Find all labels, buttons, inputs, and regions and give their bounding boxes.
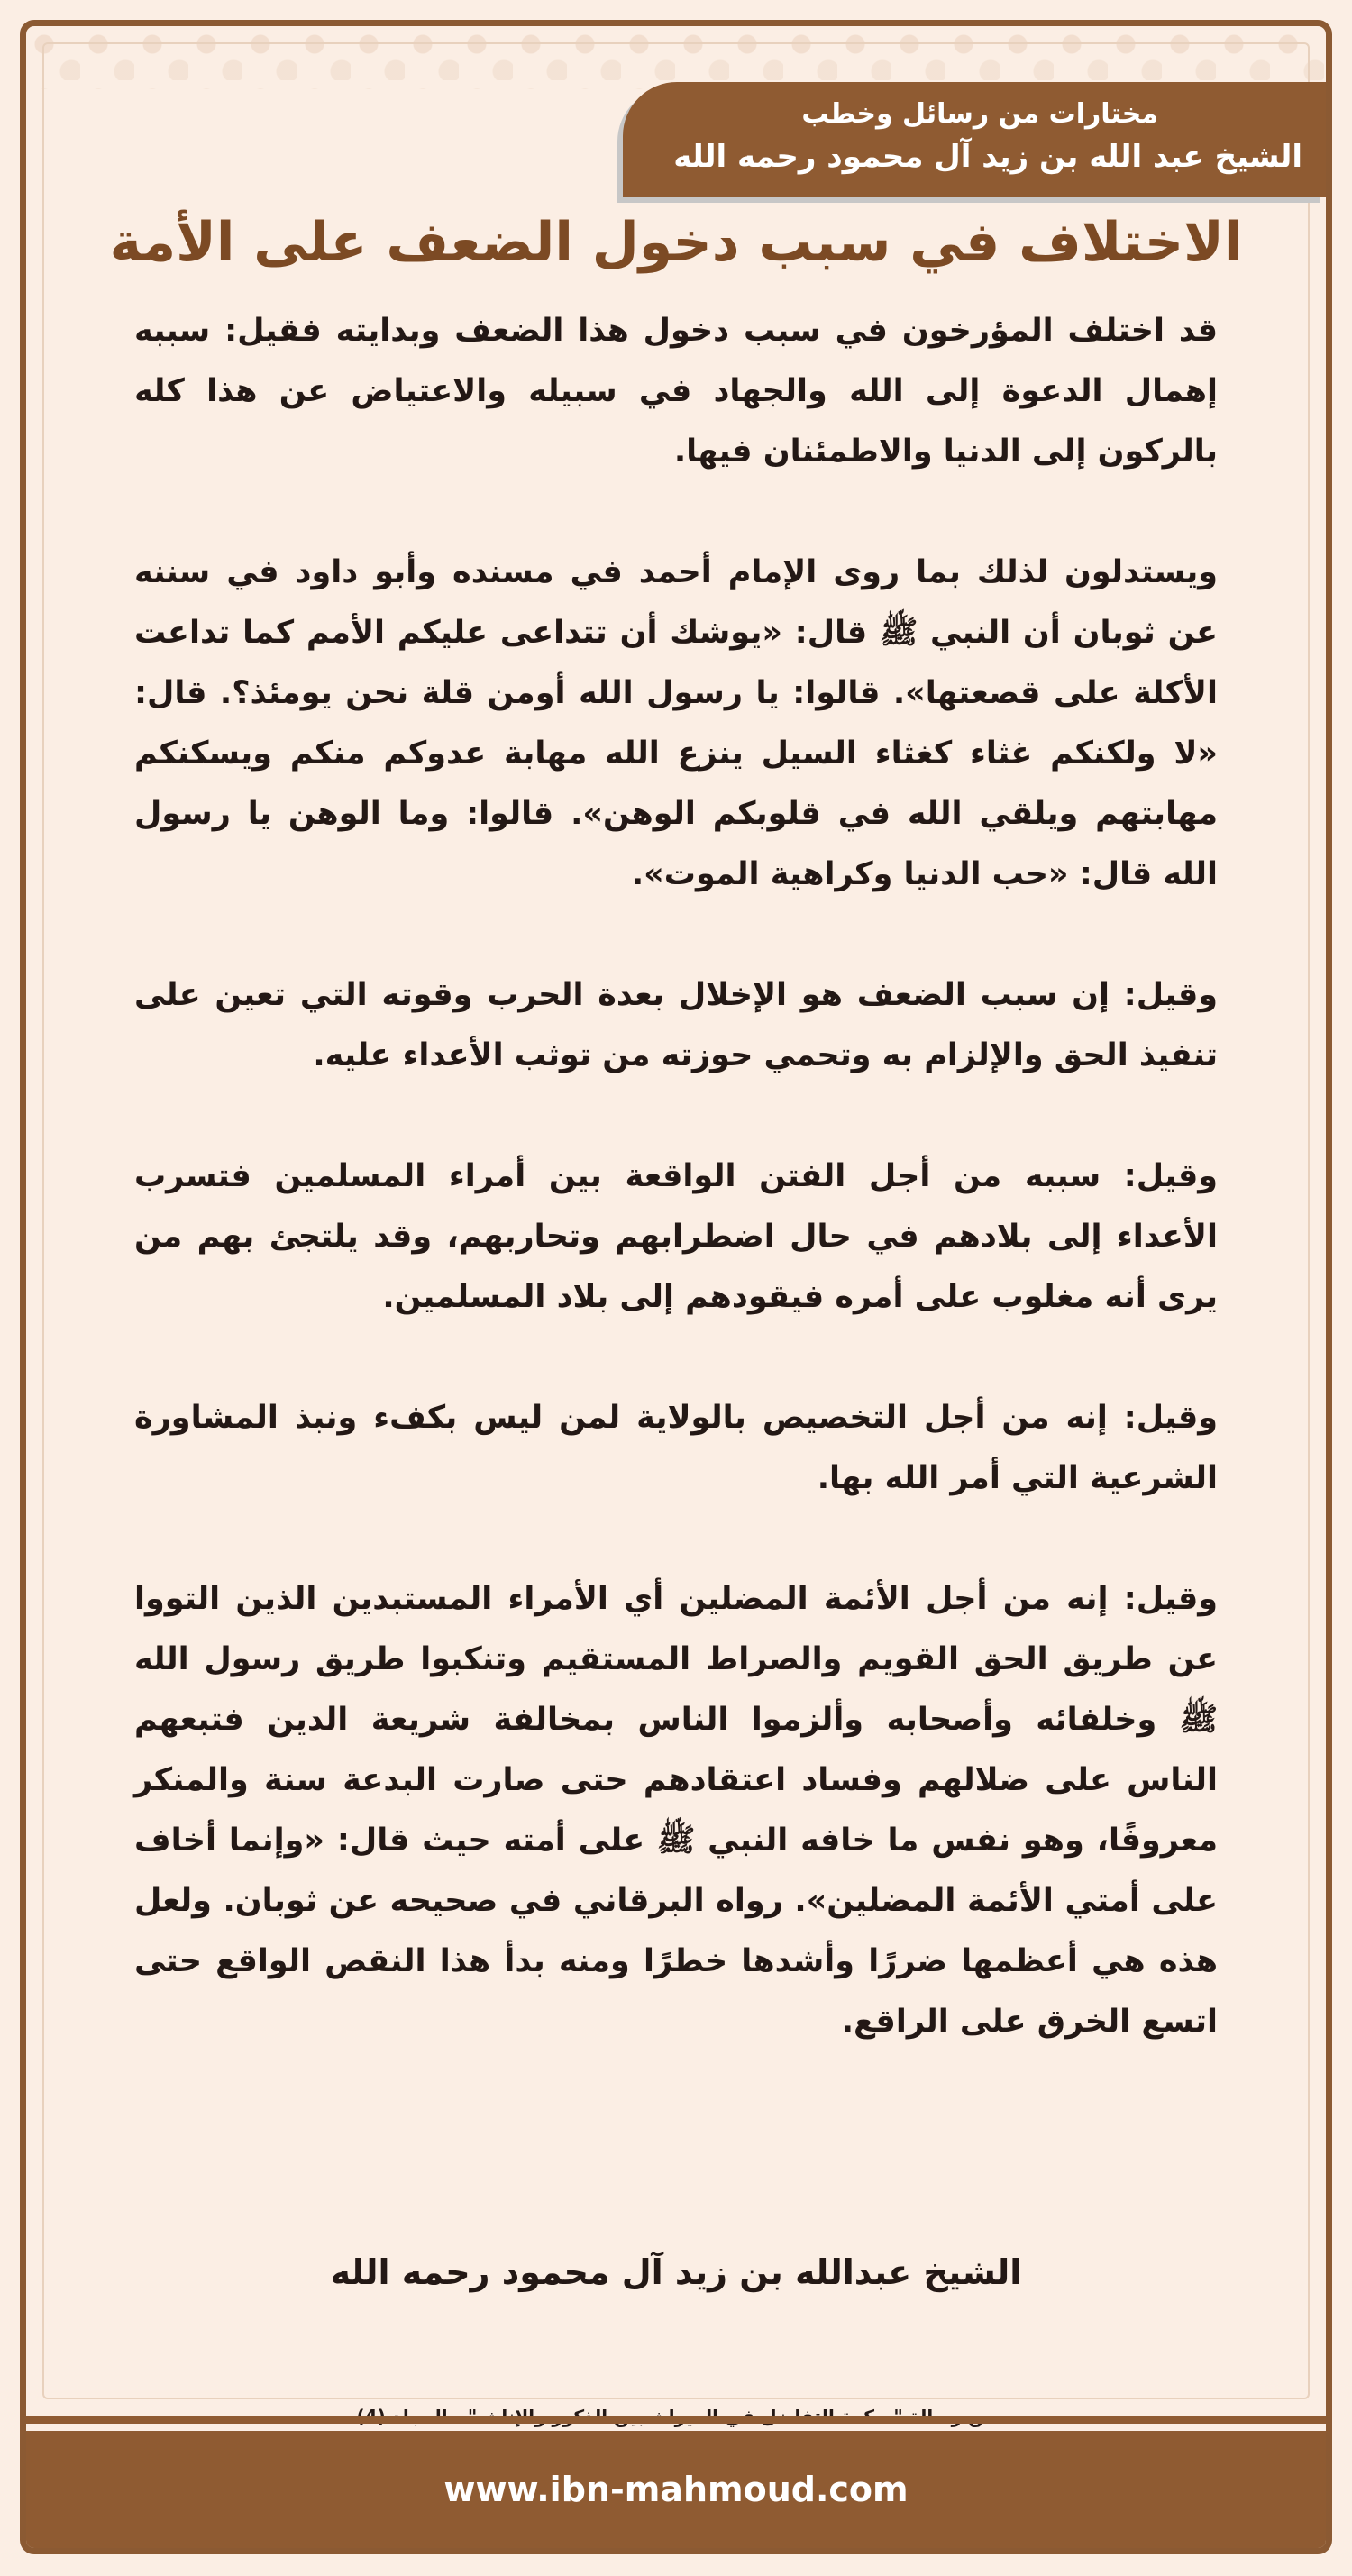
footer-bar [26, 2431, 1326, 2548]
header-subtitle: مختارات من رسائل وخطب [801, 98, 1158, 130]
paragraph: وقيل: إن سبب الضعف هو الإخلال بعدة الحرب وقوته التي تعين على تنفيذ الحق والإلزام به وتحمي حوزته من توثب الأعداء عليه. [134, 977, 1218, 1073]
footer-divider [26, 2416, 1326, 2424]
paragraph: وقيل: إنه من أجل الأئمة المضلين أي الأمراء المستبدين الذين التووا عن طريق الحق القويم والصراط المستقيم وتنكبوا طريق رسول الله ﷺ وخلفائه وأصحابه وألزموا الناس بمخالفة شريعة الدين فتبعهم الناس على ضلالهم وفساد اعتقادهم حتى صارت البدعة سنة والمنكر معروفًا، وهو نفس ما خافه النبي ﷺ على أمته حيث قال: «وإنما أخاف على أمتي الأئمة المضلين». رواه البرقاني في صحيحه عن ثوبان. ولعل هذه هي أعظمها ضررًا وأشدها خطرًا ومنه بدأ هذا النقص الواقع حتى اتسع الخرق على الراقع. [134, 1581, 1218, 2040]
article-body [134, 301, 1218, 2052]
signature: الشيخ عبدالله بن زيد آل محمود رحمه الله [330, 2252, 1022, 2292]
paragraph: ويستدلون لذلك بما روى الإمام أحمد في مسنده وأبو داود في سننه عن ثوبان أن النبي ﷺ قال: «يوشك أن تتداعى عليكم الأمم كما تداعت الأكلة على قصعتها». قالوا: يا رسول الله أومن قلة نحن يومئذ؟. قال: «لا ولكنكم غثاء كغثاء السيل ينزع الله مهابة عدوكم منكم ويسكنكم مهابتهم ويلقي الله في قلوبكم الوهن». قالوا: وما الوهن يا رسول الله قال: «حب الدنيا وكراهية الموت». [134, 554, 1218, 892]
header-author: الشيخ عبد الله بن زيد آل محمود رحمه الله [673, 139, 1302, 175]
website-link[interactable]: www.ibn-mahmoud.com [443, 2470, 909, 2509]
paragraph: وقيل: سببه من أجل الفتن الواقعة بين أمراء المسلمين فتسرب الأعداء إلى بلادهم في حال اضطرابهم وتحاربهم، وقد يلتجئ بهم من يرى أنه مغلوب على أمره فيقودهم إلى بلاد المسلمين. [134, 1158, 1218, 1315]
page-frame [20, 20, 1332, 2554]
header-tab [623, 82, 1326, 197]
paragraph: قد اختلف المؤرخون في سبب دخول هذا الضعف وبدايته فقيل: سببه إهمال الدعوة إلى الله والجهاد في سبيله والاعتياض عن هذا كله بالركون إلى الدنيا والاطمئنان فيها. [134, 313, 1218, 470]
paragraph: وقيل: إنه من أجل التخصيص بالولاية لمن ليس بكفء ونبذ المشاورة الشرعية التي أمر الله بها. [134, 1400, 1218, 1496]
page-title: الاختلاف في سبب دخول الضعف على الأمة [109, 211, 1243, 274]
